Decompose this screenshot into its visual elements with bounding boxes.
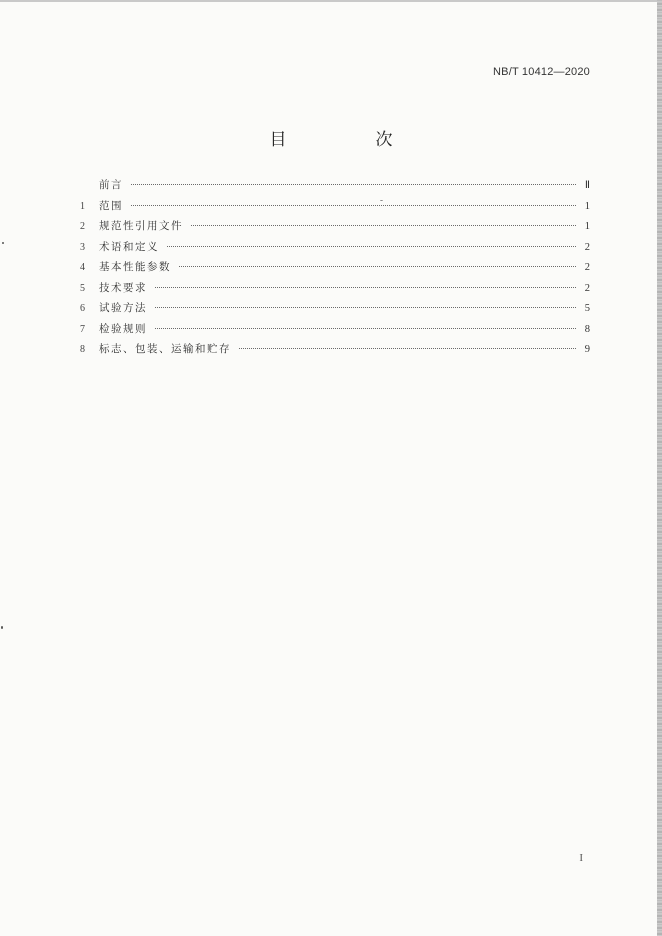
toc-entry-label: 技术要求 [99,281,147,294]
toc-entry-label: 术语和定义 [99,240,159,253]
toc-leader-dots [239,348,576,349]
toc-title: 目 次 [269,130,429,150]
toc-entry-page: 2 [584,241,590,253]
scan-top-edge [0,0,662,2]
toc-leader-dots [167,246,576,247]
toc-entry-scope[interactable] [80,198,590,219]
toc-entry-test-methods[interactable] [80,300,590,321]
toc-entry-number: 4 [80,262,85,273]
scan-speck [2,242,4,244]
toc-leader-dots [191,225,576,226]
toc-leader-dots [155,287,576,288]
toc-entry-foreword[interactable] [80,177,590,198]
toc-entry-label: 基本性能参数 [99,261,171,273]
toc-entry-number: 7 [80,323,85,335]
toc-entry-label: 规范性引用文件 [99,220,183,232]
toc-entry-number: 1 [80,200,85,212]
toc-entry-normative-references[interactable] [80,218,590,239]
toc-leader-dots [131,205,576,206]
toc-entry-label: 标志、包装、运输和贮存 [99,343,231,355]
toc-entry-number: 3 [80,241,85,253]
toc-entry-number: 5 [80,282,85,294]
toc-entry-label: 前言 [99,179,123,191]
toc-entry-inspection-rules[interactable] [80,321,590,342]
toc-entry-technical-requirements[interactable] [80,280,590,301]
toc-entry-page: 1 [584,221,590,232]
toc-entry-label: 试验方法 [99,302,147,314]
toc-entry-terms-definitions[interactable] [80,239,590,260]
toc-entry-number: 6 [80,303,85,314]
toc-entry-label: 范围 [99,199,123,212]
toc-entry-page: Ⅱ [584,180,590,191]
document-number: NB/T 10412—2020 [493,66,590,78]
toc-entry-label: 检验规则 [99,322,147,335]
toc-entry-page: 2 [584,282,590,294]
toc-entry-page: 1 [584,200,590,212]
toc-leader-dots [179,266,576,267]
toc-leader-dots [131,184,576,185]
toc-entry-page: 5 [584,303,590,314]
toc-entry-basic-parameters[interactable] [80,259,590,280]
toc-leader-dots [155,328,576,329]
table-of-contents [80,177,590,362]
toc-entry-page: 2 [584,262,590,273]
toc-entry-number: 8 [80,344,85,355]
page-number: I [579,852,583,864]
toc-entry-page: 9 [584,344,590,355]
toc-entry-page: 8 [584,323,590,335]
toc-entry-marking-packaging[interactable] [80,341,590,362]
scan-speck [1,626,3,629]
toc-entry-number: 2 [80,221,85,232]
scan-speck [380,200,383,201]
toc-leader-dots [155,307,576,308]
